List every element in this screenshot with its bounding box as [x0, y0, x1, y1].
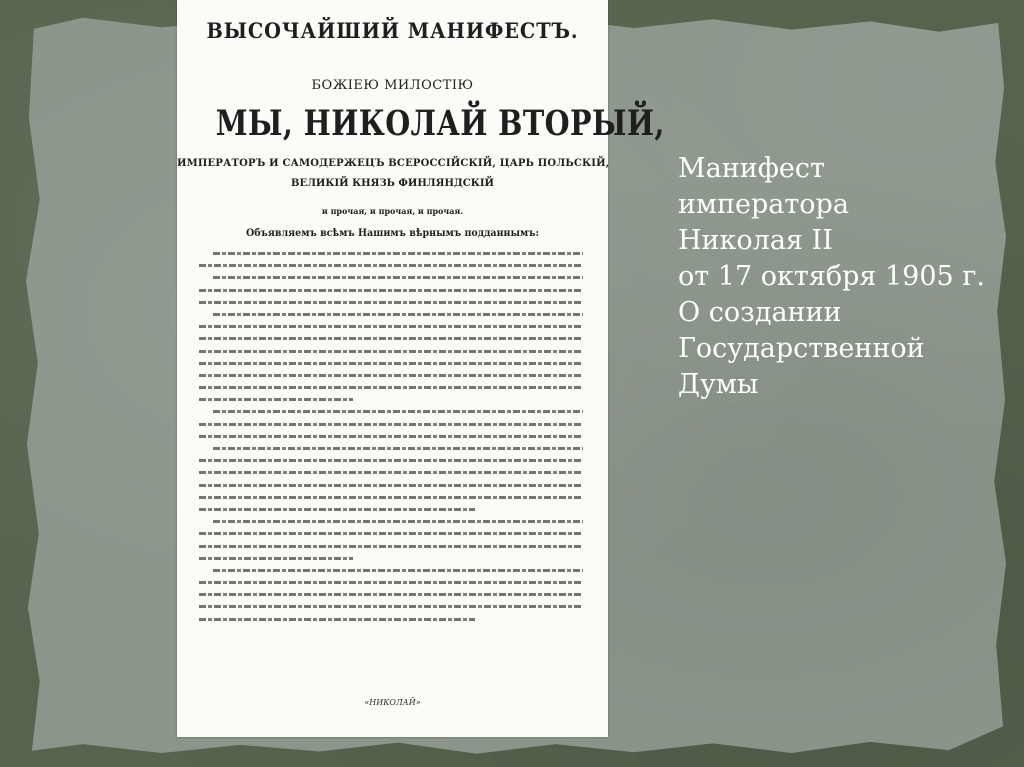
document-address: Объявляемъ всѣмъ Нашимъ вѣрнымъ подданнымъ: [245, 228, 540, 239]
text-line [199, 398, 353, 401]
text-line [199, 459, 583, 462]
text-line [199, 350, 583, 353]
text-line [213, 313, 583, 316]
document-signature: «НИКОЛАЙ» [364, 698, 421, 707]
caption-line-1: Манифест [678, 153, 825, 184]
manifesto-document-image [177, 0, 665, 737]
text-line [199, 484, 583, 487]
document-titles-line1: ИМПЕРАТОРЪ И САМОДЕРЖЕЦЪ ВСЕРОССІЙСКІЙ, ЦАРЬ ПОЛЬСКІЙ, [177, 158, 610, 169]
caption-line-6: Государственной [678, 333, 925, 364]
caption-line-5: О создании [678, 297, 842, 328]
text-line [199, 264, 583, 267]
document-emperor-name: МЫ, НИКОЛАЙ ВТОРЫЙ, [215, 103, 665, 144]
text-line [199, 605, 583, 608]
text-line [199, 545, 583, 548]
text-line [199, 581, 583, 584]
document-by-grace: БОЖІЕЮ МИЛОСТІЮ [311, 78, 474, 93]
text-line [213, 520, 583, 523]
text-line [199, 532, 583, 535]
text-line [199, 289, 583, 292]
text-line [199, 508, 475, 511]
text-line [199, 386, 583, 389]
document-title: ВЫСОЧАЙШИЙ МАНИФЕСТЪ. [206, 18, 579, 43]
text-line [199, 593, 583, 596]
text-line [199, 337, 583, 340]
text-line [199, 496, 583, 499]
text-line [199, 557, 353, 560]
text-line [199, 325, 583, 328]
text-line [199, 301, 583, 304]
text-line [213, 252, 583, 255]
document-titles-line2: ВЕЛИКІЙ КНЯЗЬ ФИНЛЯНДСКІЙ [291, 178, 494, 189]
slide-caption [678, 151, 998, 403]
document-body-text [199, 252, 583, 630]
text-line [199, 374, 583, 377]
text-line [199, 435, 583, 438]
text-line [213, 276, 583, 279]
text-line [199, 618, 475, 621]
text-line [213, 447, 583, 450]
text-line [213, 569, 583, 572]
caption-line-3: Николая II [678, 225, 833, 256]
text-line [213, 410, 583, 413]
caption-line-4: от 17 октября 1905 г. [678, 261, 985, 292]
caption-line-2: императора [678, 189, 849, 220]
document-titles-line3: и прочая, и прочая, и прочая. [321, 206, 464, 216]
text-line [199, 362, 583, 365]
caption-line-7: Думы [678, 369, 759, 400]
text-line [199, 471, 583, 474]
text-line [199, 423, 583, 426]
